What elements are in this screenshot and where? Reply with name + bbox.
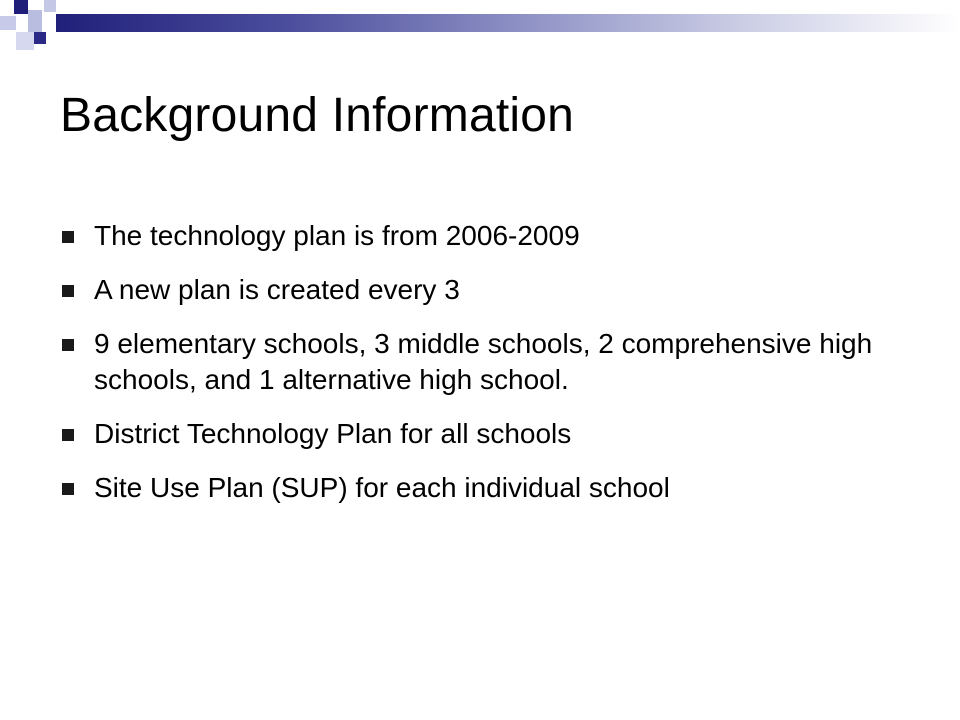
bullet-item: [60, 272, 900, 308]
bullet-item: [60, 470, 900, 506]
header-gradient-bar: [56, 14, 960, 32]
bullet-text: The technology plan is from 2006-2009: [94, 220, 580, 251]
square-bullet-icon: [62, 231, 74, 243]
square-bullet-icon: [62, 429, 74, 441]
decorative-square: [14, 0, 28, 14]
bullet-item: [60, 416, 900, 452]
decorative-square: [0, 16, 16, 30]
bullet-list: [60, 218, 900, 524]
bullet-text: Site Use Plan (SUP) for each individual school: [94, 472, 670, 503]
bullet-text: 9 elementary schools, 3 middle schools, 2 comprehensive high schools, and 1 alternative high school.: [94, 328, 873, 395]
square-bullet-icon: [62, 285, 74, 297]
bullet-text: A new plan is created every 3: [94, 274, 460, 305]
bullet-item: [60, 218, 900, 254]
decorative-square: [44, 0, 56, 12]
decorative-square: [34, 32, 46, 44]
bullet-text: District Technology Plan for all schools: [94, 418, 572, 449]
decorative-square: [16, 32, 34, 50]
bullet-item: [60, 326, 900, 398]
decorative-square: [28, 10, 42, 32]
square-bullet-icon: [62, 483, 74, 495]
square-bullet-icon: [62, 339, 74, 351]
slide-title: Background Information: [60, 89, 575, 142]
